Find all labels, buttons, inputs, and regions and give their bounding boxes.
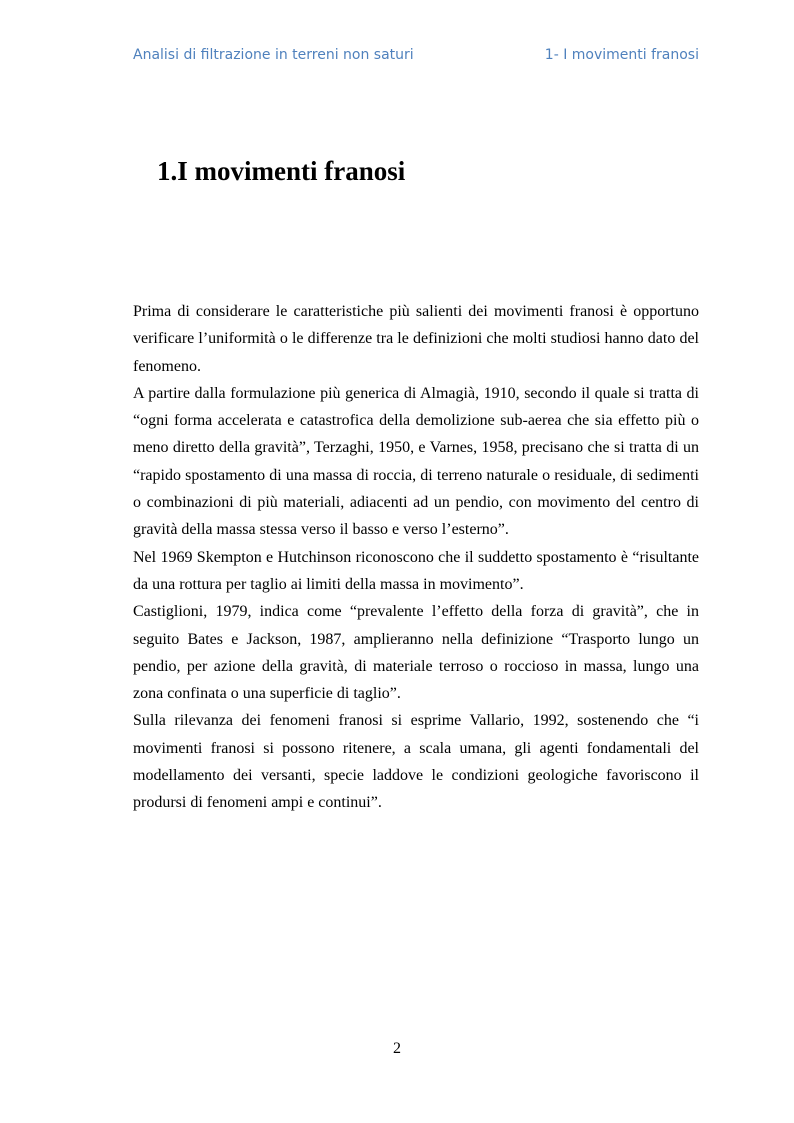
header-document-title: Analisi di filtrazione in terreni non saturi <box>133 47 414 63</box>
chapter-title: 1.I movimenti franosi <box>157 156 406 186</box>
page-number: 2 <box>393 1040 401 1057</box>
paragraph-3: Nel 1969 Skempton e Hutchinson riconoscono che il suddetto spostamento è “risultante da una rottura per taglio ai limiti della massa in movimento”. <box>133 548 699 593</box>
paragraph-4: Castiglioni, 1979, indica come “prevalente l’effetto della forza di gravità”, che in seguito Bates e Jackson, 1987, amplieranno nella definizione “Trasporto lungo un pendio, per azione della gravità, di materiale terroso o roccioso in massa, lungo una zona confinata o una superficie di taglio”. <box>133 603 699 703</box>
paragraph-5: Sulla rilevanza dei fenomeni franosi si esprime Vallario, 1992, sostenendo che “i movimenti franosi si possono ritenere, a scala umana, gli agenti fondamentali del modellamento dei versanti, specie laddove le condizioni geologiche favoriscono il prodursi di fenomeni ampi e continui”. <box>133 712 699 812</box>
body-text <box>133 298 699 817</box>
paragraph-2: A partire dalla formulazione più generica di Almagià, 1910, secondo il quale si tratta di “ogni forma accelerata e catastrofica della demolizione sub-aerea che sia effetto più o meno diretto della gravità”, Terzaghi, 1950, e Varnes, 1958, precisano che si tratta di un “rapido spostamento di una massa di roccia, di terreno naturale o residuale, di sedimenti o combinazioni di più materiali, adiacenti ad un pendio, con movimento del centro di gravità della massa stessa verso il basso e verso l’esterno”. <box>133 384 699 539</box>
paragraph-1: Prima di considerare le caratteristiche più salienti dei movimenti franosi è opportuno verificare l’uniformità o le differenze tra le definizioni che molti studiosi hanno dato del fenomeno. <box>133 303 699 375</box>
running-header <box>133 47 699 69</box>
header-chapter-title: 1- I movimenti franosi <box>544 47 699 63</box>
